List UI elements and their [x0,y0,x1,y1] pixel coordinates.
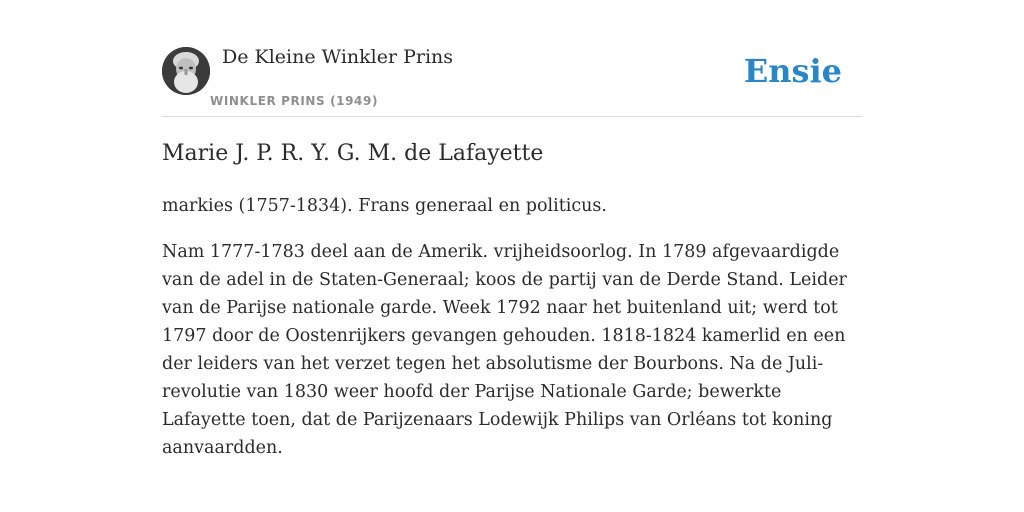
source-subtitle: WINKLER PRINS (1949) [210,94,379,108]
source-title[interactable]: De Kleine Winkler Prins [222,46,454,68]
article-title: Marie J. P. R. Y. G. M. de Lafayette [162,141,544,166]
author-portrait-icon[interactable] [162,47,210,95]
ensie-logo-link[interactable]: Ensie [743,52,842,90]
article [162,138,862,462]
article-summary: markies (1757-1834). Frans generaal en politicus. [162,196,607,216]
article-body: Nam 1777-1783 deel aan de Amerik. vrijheidsoorlog. In 1789 afgevaardigde van de adel in de Staten-Generaal; koos de partij van de Derde Stand. Leider van de Parijse nationale garde. Week 1792 naar het buitenland uit; werd tot 1797 door de Oostenrijkers gevangen gehouden. 1818-1824 kamerlid en een der leiders van het verzet tegen het absolutisme der Bourbons. Na de Juli-revolutie van 1830 weer hoofd der Parijse Nationale Garde; bewerkte Lafayette toen, dat de Parijzenaars Lodewijk Philips van Orléans tot koning aanvaardden. [162,242,847,458]
source-header [162,44,862,117]
